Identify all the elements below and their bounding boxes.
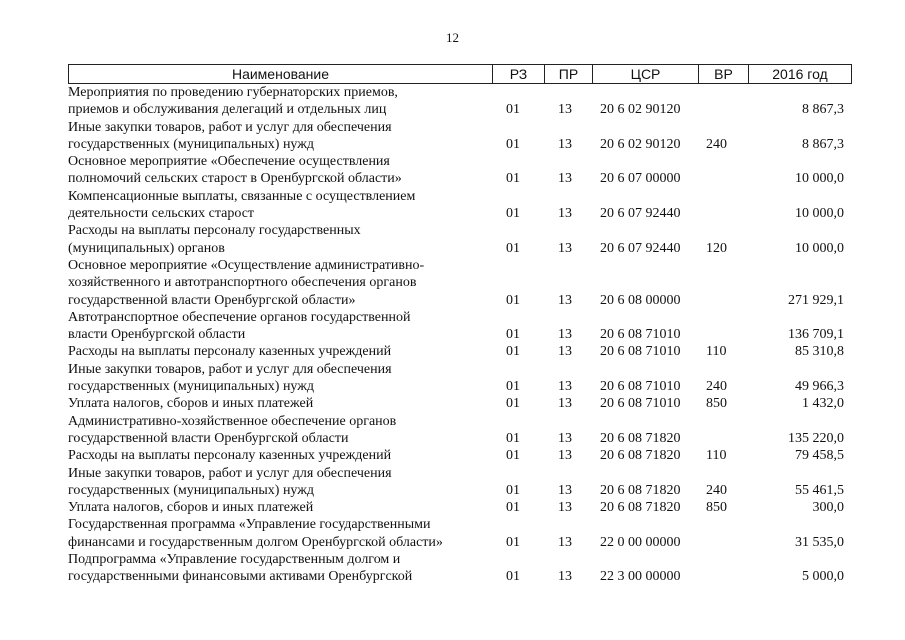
cell-pr: 13 — [558, 534, 572, 550]
cell-amount: 135 220,0 — [788, 430, 844, 446]
cell-vr: 120 — [706, 240, 727, 256]
row-name-line: полномочий сельских старост в Оренбургской области» — [68, 171, 402, 187]
cell-csr: 22 0 00 00000 — [600, 534, 681, 550]
table-row — [68, 309, 852, 344]
row-name-line: государственной власти Оренбургской области — [68, 430, 349, 446]
cell-csr: 20 6 07 00000 — [600, 171, 681, 187]
cell-pr: 13 — [558, 292, 572, 308]
row-name — [68, 343, 480, 360]
cell-amount: 31 535,0 — [795, 534, 844, 550]
cell-rz: 01 — [506, 327, 520, 343]
cell-amount: 10 000,0 — [795, 206, 844, 222]
cell-csr: 20 6 08 71010 — [600, 344, 681, 360]
row-name-line: хозяйственного и автотранспортного обеспечения органов — [68, 275, 417, 291]
cell-vr: 240 — [706, 136, 727, 152]
cell-amount: 79 458,5 — [795, 448, 844, 464]
cell-amount: 49 966,3 — [795, 379, 844, 395]
row-name-line: Расходы на выплаты персоналу государственных — [68, 223, 361, 239]
cell-csr: 20 6 02 90120 — [600, 136, 681, 152]
cell-rz: 01 — [506, 206, 520, 222]
cell-csr: 20 6 08 00000 — [600, 292, 681, 308]
row-name — [68, 188, 480, 223]
cell-rz: 01 — [506, 448, 520, 464]
row-name — [68, 361, 480, 396]
cell-pr: 13 — [558, 327, 572, 343]
table-row — [68, 153, 852, 188]
cell-csr: 20 6 07 92440 — [600, 206, 681, 222]
cell-amount: 10 000,0 — [795, 240, 844, 256]
row-name — [68, 395, 480, 412]
header-year: 2016 год — [772, 66, 828, 82]
table-row — [68, 343, 852, 360]
cell-amount: 136 709,1 — [788, 327, 844, 343]
cell-pr: 13 — [558, 482, 572, 498]
row-name-line: Основное мероприятие «Обеспечение осуществления — [68, 154, 390, 170]
cell-pr: 13 — [558, 171, 572, 187]
row-name-line: Основное мероприятие «Осуществление административно- — [68, 257, 425, 273]
row-name-line: Иные закупки товаров, работ и услуг для обеспечения — [68, 119, 392, 135]
cell-csr: 20 6 07 92440 — [600, 240, 681, 256]
row-name-line: Уплата налогов, сборов и иных платежей — [68, 396, 314, 412]
cell-vr: 110 — [706, 448, 727, 464]
table-row — [68, 447, 852, 464]
row-name — [68, 84, 480, 119]
row-name-line: Иные закупки товаров, работ и услуг для обеспечения — [68, 465, 392, 481]
cell-amount: 10 000,0 — [795, 171, 844, 187]
header-rz: РЗ — [493, 65, 545, 83]
cell-amount: 300,0 — [812, 500, 844, 516]
table-row — [68, 465, 852, 500]
cell-rz: 01 — [506, 430, 520, 446]
page-number: 12 — [446, 30, 459, 45]
row-name-line: государственных (муниципальных) нужд — [68, 482, 315, 498]
row-name-line: Расходы на выплаты персоналу казенных учреждений — [68, 344, 392, 360]
header-csr: ЦСР — [593, 65, 699, 83]
cell-vr: 240 — [706, 482, 727, 498]
row-name-line: государственными финансовыми активами Оренбургской — [68, 569, 413, 585]
row-name — [68, 516, 480, 551]
cell-pr: 13 — [558, 379, 572, 395]
row-name — [68, 119, 480, 154]
table-header — [68, 64, 852, 84]
cell-rz: 01 — [506, 240, 520, 256]
row-name — [68, 465, 480, 500]
cell-amount: 55 461,5 — [795, 482, 844, 498]
cell-amount: 271 929,1 — [788, 292, 844, 308]
table-row — [68, 413, 852, 448]
row-name-line: государственной власти Оренбургской области» — [68, 292, 356, 308]
row-name-line: государственных (муниципальных) нужд — [68, 379, 315, 395]
cell-amount: 8 867,3 — [802, 102, 844, 118]
table-row — [68, 119, 852, 154]
cell-csr: 20 6 08 71010 — [600, 396, 681, 412]
table-row — [68, 551, 852, 586]
cell-amount: 85 310,8 — [795, 344, 844, 360]
table-row — [68, 361, 852, 396]
header-vr: ВР — [699, 65, 749, 83]
cell-vr: 850 — [706, 396, 727, 412]
row-name — [68, 257, 480, 309]
row-name-line: Автотранспортное обеспечение органов государственной — [68, 309, 411, 325]
cell-pr: 13 — [558, 240, 572, 256]
cell-csr: 20 6 02 90120 — [600, 102, 681, 118]
cell-rz: 01 — [506, 379, 520, 395]
cell-pr: 13 — [558, 430, 572, 446]
table-row — [68, 222, 852, 257]
cell-csr: 20 6 08 71820 — [600, 448, 681, 464]
row-name-line: Подпрограмма «Управление государственным долгом и — [68, 552, 401, 568]
cell-rz: 01 — [506, 569, 520, 585]
cell-rz: 01 — [506, 292, 520, 308]
cell-pr: 13 — [558, 206, 572, 222]
header-name: Наименование — [69, 65, 493, 83]
row-name-line: Компенсационные выплаты, связанные с осуществлением — [68, 188, 416, 204]
table-row — [68, 516, 852, 551]
cell-rz: 01 — [506, 171, 520, 187]
row-name-line: приемов и обслуживания делегаций и отдельных лиц — [68, 102, 387, 118]
table-row — [68, 84, 852, 119]
row-name — [68, 153, 480, 188]
cell-vr: 850 — [706, 500, 727, 516]
row-name — [68, 499, 480, 516]
cell-csr: 22 3 00 00000 — [600, 569, 681, 585]
table-row — [68, 188, 852, 223]
cell-csr: 20 6 08 71010 — [600, 327, 681, 343]
cell-rz: 01 — [506, 102, 520, 118]
row-name-line: Расходы на выплаты персоналу казенных учреждений — [68, 448, 392, 464]
row-name — [68, 413, 480, 448]
table-row — [68, 257, 852, 309]
cell-rz: 01 — [506, 500, 520, 516]
cell-amount: 5 000,0 — [802, 569, 844, 585]
row-name-line: Административно-хозяйственное обеспечение органов — [68, 413, 397, 429]
cell-rz: 01 — [506, 344, 520, 360]
cell-pr: 13 — [558, 396, 572, 412]
row-name-line: Мероприятия по проведению губернаторских приемов, — [68, 85, 398, 100]
cell-rz: 01 — [506, 396, 520, 412]
row-name — [68, 222, 480, 257]
table-row — [68, 499, 852, 516]
table-row — [68, 395, 852, 412]
cell-pr: 13 — [558, 136, 572, 152]
row-name-line: Уплата налогов, сборов и иных платежей — [68, 500, 314, 516]
cell-amount: 8 867,3 — [802, 136, 844, 152]
row-name-line: Иные закупки товаров, работ и услуг для обеспечения — [68, 361, 392, 377]
table-body — [68, 84, 852, 586]
cell-vr: 110 — [706, 344, 727, 360]
cell-pr: 13 — [558, 102, 572, 118]
cell-vr: 240 — [706, 379, 727, 395]
cell-csr: 20 6 08 71010 — [600, 379, 681, 395]
row-name-line: деятельности сельских старост — [68, 206, 255, 222]
cell-pr: 13 — [558, 344, 572, 360]
cell-amount: 1 432,0 — [802, 396, 844, 412]
row-name-line: власти Оренбургской области — [68, 327, 246, 343]
cell-rz: 01 — [506, 482, 520, 498]
row-name-line: (муниципальных) органов — [68, 240, 225, 256]
cell-pr: 13 — [558, 569, 572, 585]
row-name-line: государственных (муниципальных) нужд — [68, 136, 315, 152]
row-name-line: Государственная программа «Управление государственными — [68, 517, 431, 533]
cell-pr: 13 — [558, 500, 572, 516]
cell-pr: 13 — [558, 448, 572, 464]
header-pr: ПР — [545, 65, 593, 83]
cell-csr: 20 6 08 71820 — [600, 430, 681, 446]
cell-csr: 20 6 08 71820 — [600, 500, 681, 516]
row-name — [68, 447, 480, 464]
row-name — [68, 309, 480, 344]
cell-rz: 01 — [506, 534, 520, 550]
row-name — [68, 551, 480, 586]
row-name-line: финансами и государственным долгом Оренбургской области» — [68, 534, 443, 550]
cell-csr: 20 6 08 71820 — [600, 482, 681, 498]
cell-rz: 01 — [506, 136, 520, 152]
